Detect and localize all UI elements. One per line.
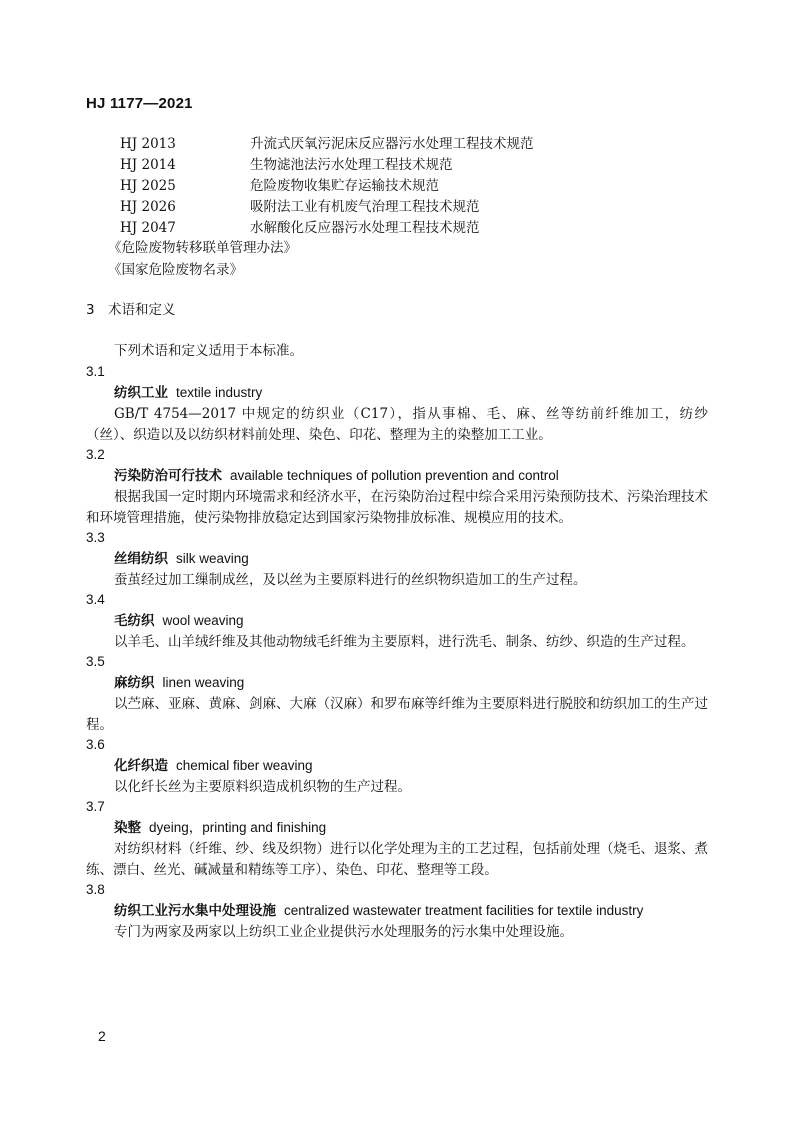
term-number: 3.4: [86, 592, 105, 607]
term-heading: [86, 611, 708, 632]
term-entry: [86, 880, 708, 943]
reference-title: 生物滤池法污水处理工程技术规范: [250, 157, 453, 173]
term-heading: [86, 673, 708, 694]
term-heading: [86, 466, 708, 487]
header-divider: [86, 118, 708, 119]
term-definition: 根据我国一定时期内环境需求和经济水平，在污染防治过程中综合采用污染预防技术、污染治理技术和环境管理措施，使污染物排放稳定达到国家污染物排放标准、规模应用的技术。: [86, 489, 708, 526]
reference-code: HJ 2014: [120, 157, 176, 173]
section-number: 3: [86, 302, 95, 318]
term-definition: GB/T 4754—2017 中规定的纺织业（C17），指从事棉、毛、麻、丝等纺前纤维加工，纺纱（丝）、织造以及以纺织材料前处理、染色、印花、整理为主的染整加工工业。: [86, 406, 708, 443]
term-definition: 专门为两家及两家以上纺织工业企业提供污水处理服务的污水集中处理设施。: [114, 924, 573, 940]
term-english: dyeing，printing and finishing: [149, 820, 327, 835]
term-number: 3.6: [86, 737, 105, 752]
term-entry: [86, 652, 708, 735]
term-definition: 以苎麻、亚麻、黄麻、剑麻、大麻（汉麻）和罗布麻等纤维为主要原料进行脱胶和纺织加工的生产过程。: [86, 696, 708, 733]
term-number: 3.2: [86, 447, 105, 462]
term-english: available techniques of pollution prevention and control: [230, 468, 559, 483]
term-number: 3.8: [86, 882, 105, 897]
term-chinese: 染整: [114, 820, 141, 836]
term-number: 3.1: [86, 364, 105, 379]
term-english: centralized wastewater treatment facilities for textile industry: [284, 903, 644, 918]
term-heading: [86, 818, 708, 839]
term-heading: [86, 383, 708, 404]
term-entry: [86, 528, 708, 591]
term-definition: 以羊毛、山羊绒纤维及其他动物绒毛纤维为主要原料，进行洗毛、制条、纺纱、织造的生产过程。: [114, 634, 695, 650]
reference-title: 水解酸化反应器污水处理工程技术规范: [250, 220, 480, 236]
term-definition: 对纺织材料（纤维、纱、线及织物）进行以化学处理为主的工艺过程，包括前处理（烧毛、退浆、煮练、漂白、丝光、碱减量和精练等工序）、染色、印花、整理等工段。: [86, 841, 708, 878]
reference-code: HJ 2025: [120, 178, 176, 194]
term-heading: [86, 549, 708, 570]
reference-code: HJ 2026: [120, 199, 176, 215]
term-entry: [86, 362, 708, 445]
term-english: silk weaving: [176, 551, 249, 566]
reference-code: HJ 2013: [120, 136, 176, 152]
term-number: 3.3: [86, 530, 105, 545]
referenced-document: 《危险废物转移联单管理办法》: [108, 240, 297, 256]
reference-code: HJ 2047: [120, 220, 176, 236]
section-intro: 下列术语和定义适用于本标准。: [114, 343, 303, 359]
reference-title: 危险废物收集贮存运输技术规范: [250, 178, 439, 194]
term-number: 3.7: [86, 799, 105, 814]
term-entry: [86, 590, 708, 653]
term-english: chemical fiber weaving: [176, 758, 313, 773]
term-definition: 蚕茧经过加工缫制成丝，及以丝为主要原料进行的丝织物织造加工的生产过程。: [114, 572, 587, 588]
term-chinese: 纺织工业: [114, 385, 168, 401]
term-chinese: 丝绢纺织: [114, 551, 168, 567]
term-chinese: 化纤织造: [114, 758, 168, 774]
page-number: 2: [98, 1028, 106, 1044]
reference-title: 升流式厌氧污泥床反应器污水处理工程技术规范: [250, 136, 534, 152]
reference-title: 吸附法工业有机废气治理工程技术规范: [250, 199, 480, 215]
term-english: textile industry: [176, 385, 263, 400]
term-english: linen weaving: [162, 675, 245, 690]
term-entry: [86, 797, 708, 880]
term-chinese: 污染防治可行技术: [114, 468, 222, 484]
section-title: 术语和定义: [108, 302, 176, 318]
term-entry: [86, 735, 708, 798]
section-heading: [86, 300, 176, 320]
term-heading: [86, 901, 708, 922]
referenced-document: 《国家危险废物名录》: [108, 262, 243, 278]
term-english: wool weaving: [162, 613, 244, 628]
document-id-header: HJ 1177—2021: [86, 95, 193, 112]
term-number: 3.5: [86, 654, 105, 669]
term-definition: 以化纤长丝为主要原料织造成机织物的生产过程。: [114, 779, 411, 795]
term-entry: [86, 445, 708, 528]
term-chinese: 纺织工业污水集中处理设施: [114, 903, 276, 919]
term-chinese: 麻纺织: [114, 675, 155, 691]
term-chinese: 毛纺织: [114, 613, 155, 629]
term-heading: [86, 756, 708, 777]
